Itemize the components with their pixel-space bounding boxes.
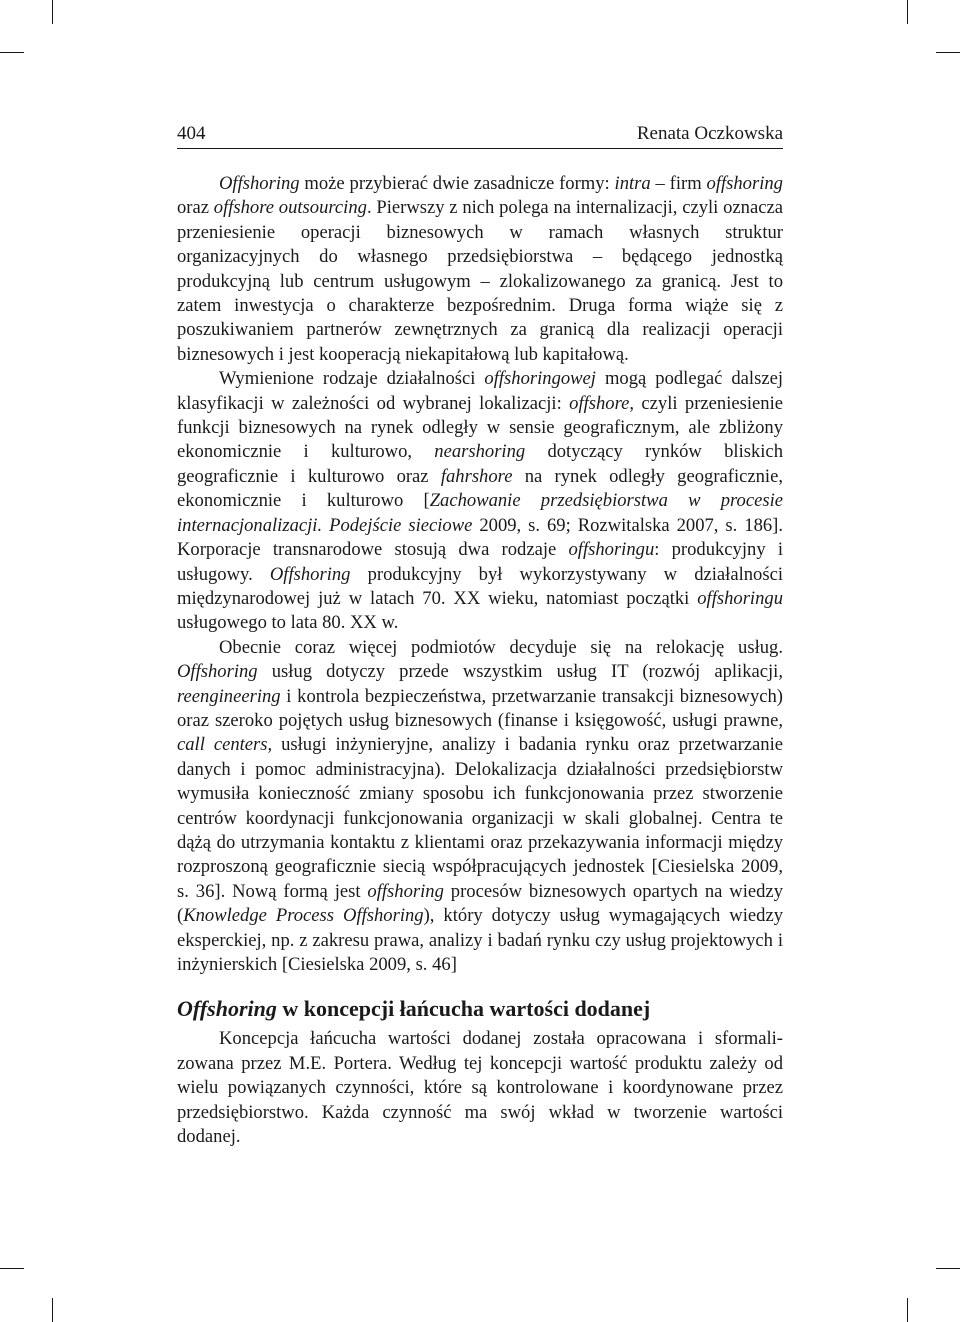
italic-run: Offshoring bbox=[219, 173, 300, 194]
document-page bbox=[177, 120, 783, 1149]
header-author: Renata Oczkowska bbox=[636, 123, 783, 144]
italic-run: fahrshore bbox=[440, 465, 513, 487]
section-paragraph-group bbox=[177, 1027, 783, 1149]
paragraph bbox=[177, 1027, 783, 1149]
paragraph bbox=[177, 367, 783, 635]
text-run: i kontrola bezpieczeństwa, przetwarzanie transakcji biznesowych) oraz szeroko pojętych usług biznesowych (finanse i księgowość, usługi prawne, bbox=[177, 685, 783, 731]
text-run: dotyczący rynków bliskich geograficznie i kulturowo oraz bbox=[177, 441, 783, 487]
italic-run: offshoring bbox=[706, 173, 783, 194]
section-heading-italic: Offshoring bbox=[177, 996, 277, 1022]
text-run: usługowego to lata 80. XX w. bbox=[177, 612, 399, 634]
text-run: : produkcyjny i usługowy. bbox=[177, 539, 783, 585]
crop-mark bbox=[907, 0, 908, 24]
crop-mark bbox=[0, 52, 24, 53]
text-run: 2009, s. 69; Rozwitalska 2007, s. 186]. Korporacje transnarodowe stosują dwa rodzaje bbox=[177, 514, 784, 561]
text-run: Koncepcja łańcucha wartości dodanej została opracowana i sformalizowana przez M.E. Portera. Według tej koncepcji wartość produktu zależy od wielu powiązanych czynności, które są kontrolowane i koordynowane przez przedsiębiorstwo. Każda czynność ma swój wkład w tworzenie wartości dodanej. bbox=[177, 1028, 783, 1148]
text-run: Wymienione rodzaje działalności bbox=[219, 368, 485, 390]
running-header bbox=[177, 120, 783, 149]
italic-run: offshoring bbox=[367, 880, 444, 902]
italic-run: Zachowanie przedsiębiorstwa w procesie internacjonalizacji. Podejście sieciowe bbox=[177, 490, 783, 536]
crop-mark bbox=[52, 1298, 53, 1322]
body-text bbox=[177, 172, 783, 1149]
crop-mark bbox=[907, 1298, 908, 1322]
italic-run: offshore outsourcing bbox=[213, 197, 367, 219]
text-run: mogą podlegać dalszej klasyfikacji w zależności od wybranej lokalizacji: bbox=[177, 368, 783, 414]
paragraph-group bbox=[177, 172, 783, 977]
text-run: produkcyjny był wykorzystywany w działalności międzynarodowej już w latach 70. XX wieku, natomiast początki bbox=[177, 563, 784, 609]
italic-run: call centers bbox=[177, 734, 268, 756]
italic-run: nearshoring bbox=[434, 441, 526, 463]
text-run: oraz bbox=[177, 197, 214, 219]
italic-run: reengineering bbox=[177, 685, 281, 707]
page-number: 404 bbox=[177, 123, 206, 144]
crop-mark bbox=[0, 1268, 24, 1269]
paragraph bbox=[177, 636, 783, 978]
crop-mark bbox=[936, 52, 960, 53]
crop-mark bbox=[52, 0, 53, 24]
italic-run: Offshoring bbox=[177, 661, 258, 683]
text-run: . Pierwszy z nich polega na internalizacji, czyli oznacza przeniesienie operacji biznesowych w ramach własnych struktur organizacyjnych do własnego przedsiębiorstwa – będącego jednostką produkcyjną lub centrum usługowym – zlokalizowanego za granicą. Jest to zatem inwestycja o charakterze bezpośrednim. Druga forma wiąże się z poszukiwaniem partnerów zewnętrznych za granicą dla realizacji operacji biznesowych i jest kooperacją niekapitałową lub kapitałową. bbox=[177, 197, 783, 365]
text-run: – firm bbox=[650, 173, 707, 194]
text-run: Obecnie coraz więcej podmiotów decyduje się na relokację usług. bbox=[219, 636, 783, 658]
italic-run: Knowledge Process Offshoring bbox=[183, 905, 424, 927]
text-run: na rynek odległy geograficznie, ekonomicznie i kulturowo [ bbox=[177, 465, 783, 512]
text-run: , czyli przeniesienie funkcji biznesowych na rynek odległy w sensie geograficznym, ale zbliżony ekonomicznie i kulturowo, bbox=[177, 392, 783, 463]
italic-run: offshore bbox=[569, 392, 630, 414]
paragraph bbox=[177, 172, 783, 367]
text-run: ), który dotyczy usług wymagających wiedzy eksperckiej, np. z zakresu prawa, analizy i badań rynku czy usług projektowych i inżynierskich [Ciesielska 2009, s. 46] bbox=[177, 905, 783, 975]
italic-run: offshoringowej bbox=[484, 368, 596, 390]
section-heading bbox=[177, 995, 783, 1023]
italic-run: offshoringu bbox=[697, 587, 783, 609]
italic-run: Offshoring bbox=[269, 563, 351, 585]
text-run: , usługi inżynieryjne, analizy i badania rynku oraz przetwarzanie danych i pomoc administracyjna). Delokalizacja działalności przedsiębiorstw wymusiła konieczność zmiany sposobu ich funkcjonowania przez stworzenie centrów koordynacji funkcjonowania organizacji w skali globalnej. Centra te dążą do utrzymania kontaktu z klientami oraz przekazywania informacji między rozproszoną geograficznie siecią współpracujących jednostek [Ciesielska 2009, s. 36]. Nową formą jest bbox=[177, 734, 783, 902]
italic-run: offshoringu bbox=[568, 539, 655, 561]
text-run: procesów biznesowych opartych na wiedzy ( bbox=[177, 880, 783, 927]
text-run: usług dotyczy przede wszystkim usług IT (rozwój aplikacji, bbox=[257, 661, 783, 683]
italic-run: intra bbox=[614, 173, 651, 194]
text-run: może przybierać dwie zasadnicze formy: bbox=[299, 173, 615, 194]
crop-mark bbox=[936, 1268, 960, 1269]
section-heading-rest: w koncepcji łańcucha wartości dodanej bbox=[276, 996, 651, 1022]
